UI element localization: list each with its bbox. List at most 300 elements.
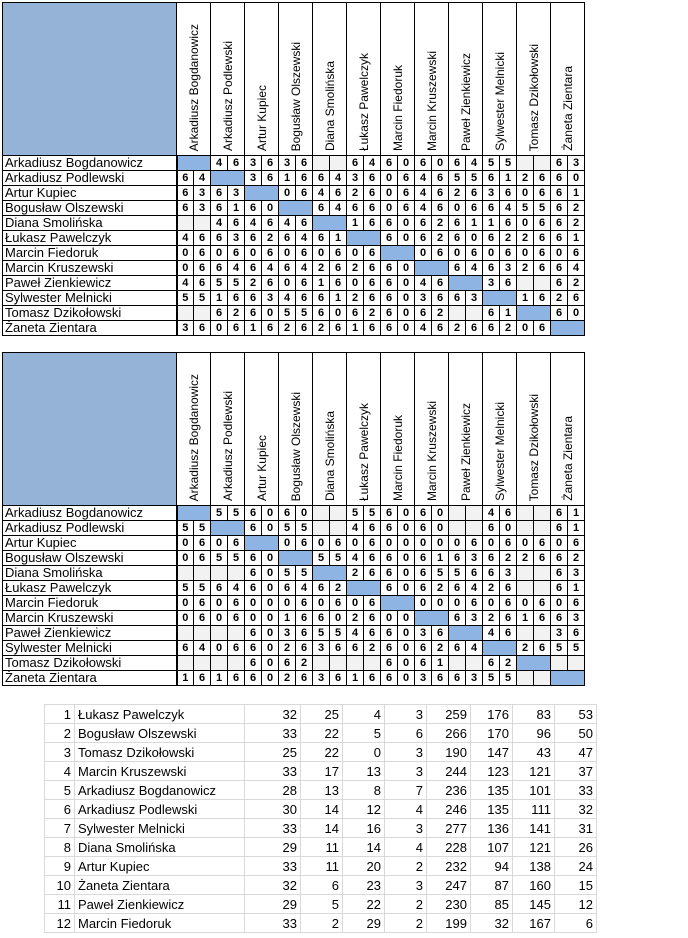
score-cell: 6	[330, 276, 347, 291]
column-header-label: Marcin Fiedoruk	[390, 64, 405, 151]
stat-cell: 87	[471, 876, 513, 895]
score-cell: 6	[534, 261, 551, 276]
score-cell: 6	[296, 626, 313, 641]
stat-cell: 25	[301, 705, 343, 724]
score-cell: 2	[500, 321, 517, 336]
score-cell: 0	[517, 186, 534, 201]
score-cell: 6	[364, 291, 381, 306]
header-row	[3, 3, 585, 156]
column-header	[245, 3, 279, 156]
score-cell: 6	[245, 566, 262, 581]
score-cell: 5	[449, 566, 466, 581]
score-cell	[466, 521, 483, 536]
score-cell: 6	[381, 521, 398, 536]
row-player-name: Artur Kupiec	[3, 186, 177, 201]
score-cell	[313, 656, 330, 671]
score-cell: 0	[568, 171, 585, 186]
stat-cell: 136	[471, 819, 513, 838]
score-cell: 3	[245, 171, 262, 186]
stat-cell: 3	[385, 876, 427, 895]
score-cell: 4	[177, 231, 194, 246]
score-cell: 1	[500, 171, 517, 186]
score-cell: 6	[279, 506, 296, 521]
column-header	[517, 3, 551, 156]
score-cell: 5	[177, 521, 194, 536]
stat-cell: 83	[513, 705, 555, 724]
score-cell	[211, 566, 228, 581]
row-player-name: Paweł Zienkiewicz	[3, 626, 177, 641]
score-cell: 5	[347, 506, 364, 521]
column-header-label: Arkadiusz Bogdanowicz	[186, 23, 201, 151]
score-cell: 5	[194, 291, 211, 306]
score-cell: 2	[347, 611, 364, 626]
table-row	[3, 216, 585, 231]
diagonal-cell	[279, 551, 313, 566]
score-cell: 5	[330, 626, 347, 641]
column-header-label: Diana Smolińska	[322, 410, 337, 501]
score-cell: 6	[313, 201, 330, 216]
column-header	[381, 3, 415, 156]
column-header-label: Łukasz Pawelczyk	[356, 52, 371, 151]
score-cell: 0	[500, 521, 517, 536]
score-cell: 4	[279, 216, 296, 231]
score-cell: 0	[398, 306, 415, 321]
stat-cell: 28	[245, 781, 301, 800]
score-cell	[449, 656, 466, 671]
score-cell: 6	[432, 321, 449, 336]
score-cell: 4	[211, 216, 228, 231]
score-cell: 6	[483, 321, 500, 336]
column-header-label: Bogusław Olszewski	[288, 391, 303, 501]
score-cell: 6	[262, 171, 279, 186]
column-header-label: Żaneta Zientara	[560, 66, 575, 151]
score-cell	[551, 656, 568, 671]
stat-cell: 6	[301, 876, 343, 895]
stat-cell: 6	[555, 914, 597, 933]
score-cell: 2	[432, 231, 449, 246]
score-cell: 1	[347, 671, 364, 686]
score-cell: 0	[177, 246, 194, 261]
score-cell: 6	[381, 656, 398, 671]
score-cell: 6	[500, 216, 517, 231]
score-cell: 6	[483, 231, 500, 246]
score-cell: 6	[194, 551, 211, 566]
score-cell	[517, 506, 534, 521]
diagonal-cell	[415, 611, 449, 626]
score-cell	[330, 656, 347, 671]
score-cell: 4	[483, 506, 500, 521]
score-cell: 6	[551, 551, 568, 566]
score-cell: 6	[415, 551, 432, 566]
score-cell: 0	[381, 171, 398, 186]
score-cell: 0	[449, 536, 466, 551]
score-cell: 6	[534, 641, 551, 656]
score-cell: 6	[551, 306, 568, 321]
stat-cell: 37	[555, 762, 597, 781]
stat-cell: 11	[301, 857, 343, 876]
row-player-name: Arkadiusz Podlewski	[3, 171, 177, 186]
score-cell: 0	[483, 246, 500, 261]
stat-cell: 24	[555, 857, 597, 876]
score-cell: 2	[279, 671, 296, 686]
score-cell: 6	[279, 261, 296, 276]
score-cell: 0	[279, 246, 296, 261]
score-cell: 6	[313, 611, 330, 626]
score-cell: 1	[517, 291, 534, 306]
score-cell: 6	[194, 231, 211, 246]
column-header	[415, 3, 449, 156]
stat-cell: 47	[555, 743, 597, 762]
score-cell: 5	[211, 551, 228, 566]
score-cell: 5	[500, 671, 517, 686]
score-cell: 6	[296, 186, 313, 201]
score-cell: 3	[313, 671, 330, 686]
score-cell	[568, 656, 585, 671]
score-cell: 4	[296, 581, 313, 596]
score-cell	[517, 276, 534, 291]
column-header	[211, 3, 245, 156]
column-header	[279, 353, 313, 506]
score-cell: 6	[568, 291, 585, 306]
score-cell: 6	[449, 231, 466, 246]
score-cell: 6	[194, 611, 211, 626]
score-cell: 6	[211, 581, 228, 596]
score-cell: 6	[194, 276, 211, 291]
stat-cell: 4	[385, 800, 427, 819]
score-cell: 1	[330, 231, 347, 246]
stat-cell: 14	[343, 838, 385, 857]
score-cell: 6	[449, 156, 466, 171]
score-cell: 2	[449, 186, 466, 201]
row-player-name: Sylwester Melnicki	[3, 291, 177, 306]
diagonal-cell	[517, 656, 551, 671]
score-cell: 6	[551, 506, 568, 521]
column-header	[483, 353, 517, 506]
score-cell: 5	[211, 506, 228, 521]
score-cell: 6	[245, 656, 262, 671]
score-cell: 0	[262, 611, 279, 626]
score-cell: 6	[279, 581, 296, 596]
rank: 1	[45, 705, 75, 724]
score-cell: 6	[500, 506, 517, 521]
score-cell	[534, 521, 551, 536]
score-cell: 3	[483, 186, 500, 201]
score-cell: 5	[228, 506, 245, 521]
score-cell: 2	[568, 551, 585, 566]
table-row	[45, 914, 597, 933]
column-header	[313, 3, 347, 156]
score-cell: 0	[262, 656, 279, 671]
score-cell: 6	[364, 566, 381, 581]
score-cell: 1	[432, 656, 449, 671]
player-name: Marcin Kruszewski	[75, 762, 245, 781]
score-cell: 0	[398, 216, 415, 231]
score-cell	[517, 671, 534, 686]
score-cell: 1	[228, 201, 245, 216]
score-cell: 4	[415, 186, 432, 201]
stat-cell: 33	[245, 857, 301, 876]
stat-cell: 121	[513, 838, 555, 857]
score-cell: 6	[211, 186, 228, 201]
score-cell	[534, 506, 551, 521]
score-cell	[517, 156, 534, 171]
row-player-name: Żaneta Zientara	[3, 671, 177, 686]
score-cell	[534, 276, 551, 291]
score-cell: 1	[517, 611, 534, 626]
score-cell: 6	[483, 201, 500, 216]
stat-cell: 22	[343, 895, 385, 914]
score-cell: 5	[211, 276, 228, 291]
score-cell: 0	[245, 246, 262, 261]
rank: 3	[45, 743, 75, 762]
stat-cell: 96	[513, 724, 555, 743]
row-player-name: Arkadiusz Podlewski	[3, 521, 177, 536]
score-cell: 0	[211, 641, 228, 656]
score-cell: 4	[296, 261, 313, 276]
score-cell: 6	[551, 581, 568, 596]
stat-cell: 121	[513, 762, 555, 781]
score-cell	[313, 506, 330, 521]
score-cell: 6	[432, 201, 449, 216]
rank: 5	[45, 781, 75, 800]
row-player-name: Diana Smolińska	[3, 566, 177, 581]
score-cell: 4	[568, 261, 585, 276]
stat-cell: 107	[471, 838, 513, 857]
score-cell: 0	[177, 596, 194, 611]
score-cell: 0	[398, 506, 415, 521]
stat-cell: 32	[471, 914, 513, 933]
score-cell: 0	[483, 596, 500, 611]
score-cell: 2	[279, 321, 296, 336]
stat-cell: 14	[301, 819, 343, 838]
score-cell: 6	[245, 626, 262, 641]
score-cell: 0	[551, 246, 568, 261]
score-cell: 0	[466, 231, 483, 246]
score-cell: 0	[330, 306, 347, 321]
score-cell: 0	[262, 551, 279, 566]
score-cell: 0	[177, 536, 194, 551]
rank: 9	[45, 857, 75, 876]
score-cell: 4	[364, 156, 381, 171]
table-row	[45, 724, 597, 743]
score-cell: 6	[534, 186, 551, 201]
score-cell: 0	[398, 581, 415, 596]
stat-cell: 6	[385, 724, 427, 743]
table-row	[45, 838, 597, 857]
stat-cell: 13	[343, 762, 385, 781]
score-cell: 6	[364, 261, 381, 276]
score-cell: 6	[381, 276, 398, 291]
score-cell: 5	[449, 171, 466, 186]
score-cell: 2	[568, 201, 585, 216]
score-cell: 2	[432, 306, 449, 321]
score-cell: 6	[296, 171, 313, 186]
score-cell: 0	[415, 596, 432, 611]
stat-cell: 2	[385, 857, 427, 876]
score-cell: 0	[432, 506, 449, 521]
column-header	[279, 3, 313, 156]
column-header	[551, 3, 585, 156]
score-cell: 5	[228, 551, 245, 566]
stat-cell: 101	[513, 781, 555, 800]
score-cell: 6	[228, 321, 245, 336]
score-cell: 2	[483, 581, 500, 596]
score-cell: 6	[364, 246, 381, 261]
score-cell: 0	[449, 246, 466, 261]
score-cell	[194, 656, 211, 671]
column-header-label: Marcin Kruszewski	[424, 50, 439, 151]
score-cell: 6	[500, 626, 517, 641]
stat-cell: 266	[427, 724, 471, 743]
score-cell: 3	[228, 231, 245, 246]
score-cell: 6	[381, 231, 398, 246]
score-cell	[534, 156, 551, 171]
score-cell: 0	[177, 261, 194, 276]
stat-cell: 4	[385, 838, 427, 857]
score-cell: 6	[432, 171, 449, 186]
score-cell: 2	[551, 291, 568, 306]
score-cell: 0	[211, 611, 228, 626]
score-cell: 2	[432, 641, 449, 656]
score-cell: 6	[347, 156, 364, 171]
score-cell: 0	[211, 321, 228, 336]
column-header-label: Artur Kupiec	[254, 434, 269, 501]
score-cell: 5	[279, 566, 296, 581]
score-cell: 0	[483, 536, 500, 551]
diagonal-cell	[449, 626, 483, 641]
table-row	[45, 857, 597, 876]
score-cell: 6	[194, 261, 211, 276]
diagonal-cell	[211, 521, 245, 536]
score-cell: 1	[568, 506, 585, 521]
score-cell: 6	[296, 156, 313, 171]
score-cell: 0	[398, 656, 415, 671]
score-cell: 4	[347, 521, 364, 536]
score-cell: 6	[415, 506, 432, 521]
stat-cell: 170	[471, 724, 513, 743]
table-row	[3, 261, 585, 276]
score-cell: 2	[279, 641, 296, 656]
score-cell: 2	[347, 566, 364, 581]
score-cell: 2	[500, 231, 517, 246]
stat-cell: 236	[427, 781, 471, 800]
score-cell: 1	[483, 216, 500, 231]
score-cell: 2	[296, 656, 313, 671]
score-cell: 6	[245, 671, 262, 686]
score-cell	[228, 566, 245, 581]
stat-cell: 135	[471, 800, 513, 819]
score-cell: 6	[381, 566, 398, 581]
score-cell: 6	[568, 596, 585, 611]
rank: 12	[45, 914, 75, 933]
score-cell: 0	[381, 536, 398, 551]
score-cell	[364, 656, 381, 671]
score-cell: 6	[381, 626, 398, 641]
stat-cell: 232	[427, 857, 471, 876]
score-cell: 6	[466, 596, 483, 611]
score-cell: 6	[330, 246, 347, 261]
score-cell: 6	[534, 596, 551, 611]
score-cell: 1	[432, 551, 449, 566]
score-cell: 6	[296, 641, 313, 656]
score-cell: 0	[398, 611, 415, 626]
score-cell: 6	[398, 201, 415, 216]
score-cell: 3	[568, 566, 585, 581]
score-cell: 0	[211, 536, 228, 551]
score-cell: 6	[364, 186, 381, 201]
score-cell: 6	[330, 596, 347, 611]
score-cell: 6	[279, 656, 296, 671]
score-cell: 0	[279, 186, 296, 201]
score-cell: 2	[330, 581, 347, 596]
score-cell: 6	[313, 306, 330, 321]
score-cell: 4	[245, 216, 262, 231]
score-cell: 6	[483, 656, 500, 671]
score-cell: 6	[466, 536, 483, 551]
stat-cell: 11	[301, 838, 343, 857]
score-cell: 3	[551, 626, 568, 641]
score-cell: 3	[313, 641, 330, 656]
score-cell	[449, 521, 466, 536]
score-cell: 6	[466, 246, 483, 261]
score-cell: 0	[398, 626, 415, 641]
score-cell: 6	[279, 231, 296, 246]
score-cell: 2	[517, 231, 534, 246]
score-cell: 0	[279, 276, 296, 291]
score-cell: 2	[262, 231, 279, 246]
rank: 10	[45, 876, 75, 895]
score-cell	[228, 626, 245, 641]
score-cell: 6	[551, 156, 568, 171]
score-cell	[211, 626, 228, 641]
score-cell: 6	[194, 671, 211, 686]
score-cell	[449, 306, 466, 321]
stat-cell: 13	[301, 781, 343, 800]
score-cell: 3	[347, 171, 364, 186]
score-cell: 1	[330, 291, 347, 306]
column-header	[449, 3, 483, 156]
row-player-name: Artur Kupiec	[3, 536, 177, 551]
score-cell: 6	[262, 156, 279, 171]
stat-cell: 12	[555, 895, 597, 914]
score-cell	[517, 581, 534, 596]
score-cell: 0	[432, 596, 449, 611]
score-cell: 0	[517, 246, 534, 261]
score-cell: 6	[211, 306, 228, 321]
score-cell: 3	[194, 186, 211, 201]
stat-cell: 147	[471, 743, 513, 762]
diagonal-cell	[347, 231, 381, 246]
score-cell	[330, 521, 347, 536]
score-cell: 6	[228, 156, 245, 171]
score-cell: 6	[466, 321, 483, 336]
stat-cell: 277	[427, 819, 471, 838]
player-name: Żaneta Zientara	[75, 876, 245, 895]
row-player-name: Marcin Kruszewski	[3, 611, 177, 626]
score-cell	[330, 156, 347, 171]
score-cell: 4	[194, 641, 211, 656]
row-player-name: Bogusław Olszewski	[3, 201, 177, 216]
score-cell: 6	[415, 231, 432, 246]
column-header-label: Arkadiusz Podlewski	[220, 390, 235, 501]
score-cell: 0	[262, 566, 279, 581]
stat-cell: 32	[245, 876, 301, 895]
stat-cell: 29	[245, 895, 301, 914]
score-cell: 6	[500, 596, 517, 611]
column-header-label: Arkadiusz Podlewski	[220, 40, 235, 151]
score-cell: 2	[517, 171, 534, 186]
score-cell: 6	[381, 156, 398, 171]
